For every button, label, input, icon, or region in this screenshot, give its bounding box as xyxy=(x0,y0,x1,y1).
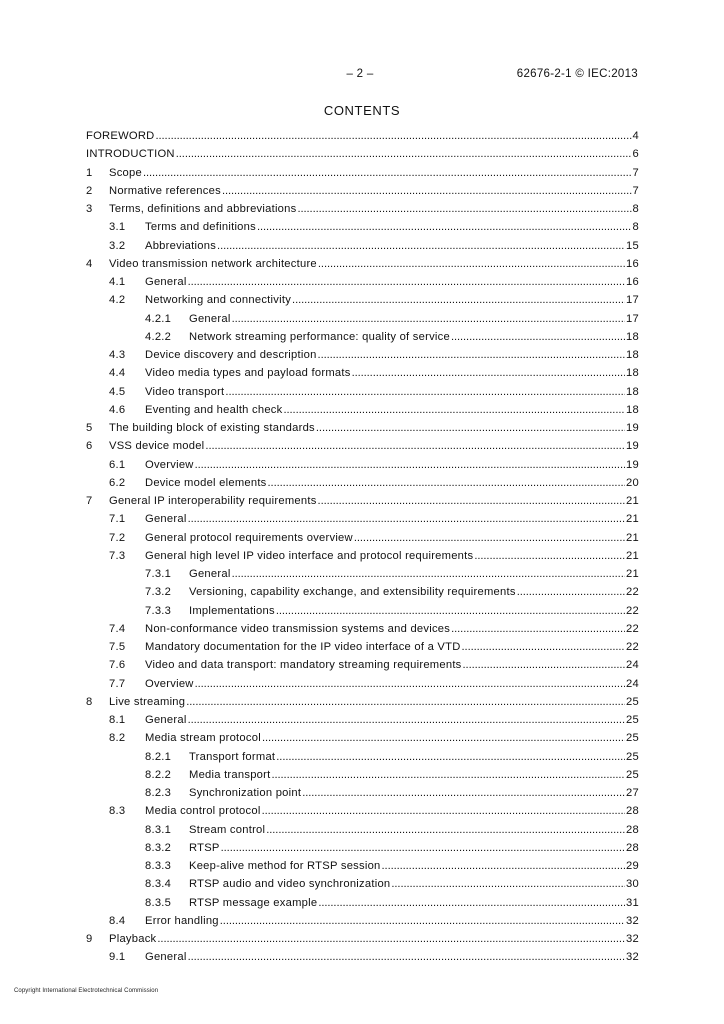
toc-entry-number: 4.1 xyxy=(109,276,126,288)
toc-dot-leader xyxy=(463,659,626,671)
toc-entry-page: 8 xyxy=(632,221,639,234)
toc-entry-page: 22 xyxy=(626,622,639,635)
toc-entry-page: 25 xyxy=(626,768,639,781)
toc-entry-label: Network streaming performance: quality of service xyxy=(189,330,450,343)
toc-dot-leader xyxy=(232,568,625,580)
toc-entry-label: Synchronization point xyxy=(189,787,302,799)
toc-dot-leader xyxy=(195,678,625,690)
toc-entry-label: Stream control xyxy=(189,823,266,836)
toc-entry-number: 4 xyxy=(86,257,93,270)
toc-entry xyxy=(86,678,639,696)
toc-entry-number: 7.6 xyxy=(109,659,126,672)
toc-entry-page: 19 xyxy=(626,458,639,471)
toc-dot-leader xyxy=(292,294,625,306)
toc-dot-leader xyxy=(221,842,625,854)
toc-entry-number: 4.3 xyxy=(109,349,126,361)
toc-dot-leader xyxy=(156,130,632,142)
toc-entry-page: 21 xyxy=(626,513,639,526)
toc-entry-label: General xyxy=(189,568,231,580)
toc-dot-leader xyxy=(186,696,625,708)
toc-entry-label: Overview xyxy=(145,458,194,471)
toc-entry-label: Device model elements xyxy=(145,476,267,489)
toc-dot-leader xyxy=(188,513,625,525)
toc-dot-leader xyxy=(225,386,625,398)
toc-entry-number: 8.3.5 xyxy=(145,896,172,909)
toc-entry-page: 28 xyxy=(626,823,639,836)
toc-entry-page: 22 xyxy=(626,586,639,599)
toc-dot-leader xyxy=(316,422,625,434)
toc-entry xyxy=(86,696,639,714)
toc-entry-label: Abbreviations xyxy=(145,239,217,252)
toc-entry-page: 30 xyxy=(626,878,639,891)
toc-dot-leader xyxy=(268,477,626,489)
toc-entry-number: 7.1 xyxy=(109,513,126,526)
page-title: CONTENTS xyxy=(323,103,401,118)
toc-dot-leader xyxy=(352,367,625,379)
toc-entry-label: General xyxy=(189,312,231,325)
toc-entry-label: General xyxy=(145,513,187,526)
toc-entry-label: Eventing and health check xyxy=(145,403,283,416)
toc-entry xyxy=(86,732,639,750)
toc-entry-label: Media stream protocol xyxy=(145,732,261,745)
toc-entry-number: 6.1 xyxy=(109,458,126,471)
toc-entry xyxy=(86,276,639,294)
toc-entry-number: 2 xyxy=(86,184,93,197)
toc-entry-label: General xyxy=(145,951,187,964)
toc-entry-page: 25 xyxy=(626,695,639,708)
toc-entry-page: 32 xyxy=(626,933,639,945)
toc-entry-page: 7 xyxy=(632,166,639,179)
toc-entry-label: Live streaming xyxy=(109,695,186,708)
toc-entry-label: Terms and definitions xyxy=(145,221,256,234)
toc-entry-number: 4.5 xyxy=(109,385,126,398)
toc-entry xyxy=(86,951,639,969)
toc-entry xyxy=(86,550,639,568)
toc-entry-label: Non-conformance video transmission systems and devices xyxy=(145,622,451,635)
toc-dot-leader xyxy=(188,276,625,288)
toc-entry-number: 8.1 xyxy=(109,714,126,726)
toc-entry xyxy=(86,167,639,185)
toc-entry-page: 7 xyxy=(632,184,639,197)
toc-entry xyxy=(86,860,639,878)
toc-entry-number: 5 xyxy=(86,422,93,434)
toc-entry-page: 16 xyxy=(626,257,639,270)
toc-entry xyxy=(86,313,639,331)
toc-entry xyxy=(86,495,639,513)
toc-dot-leader xyxy=(205,440,625,452)
toc-entry-page: 18 xyxy=(626,403,639,416)
toc-entry-label: General protocol requirements overview xyxy=(145,531,353,544)
toc-entry xyxy=(86,130,639,148)
toc-entry-page: 28 xyxy=(626,805,639,818)
toc-dot-leader xyxy=(266,824,625,836)
toc-entry-number: 4.2.2 xyxy=(145,330,172,343)
toc-dot-leader xyxy=(195,459,625,471)
toc-entry-number: 3.1 xyxy=(109,221,126,234)
toc-entry xyxy=(86,714,639,732)
toc-dot-leader xyxy=(217,240,625,252)
toc-entry-label: Versioning, capability exchange, and extensibility requirements xyxy=(189,586,516,599)
toc-entry-page: 28 xyxy=(626,841,639,854)
toc-entry xyxy=(86,477,639,495)
toc-entry xyxy=(86,568,639,586)
toc-entry-page: 18 xyxy=(626,367,639,380)
toc-entry-page: 18 xyxy=(626,385,639,398)
toc-entry-number: 8.2 xyxy=(109,732,126,745)
toc-entry xyxy=(86,933,639,951)
toc-entry xyxy=(86,751,639,769)
toc-entry-label: Error handling xyxy=(145,914,219,927)
toc-dot-leader xyxy=(276,605,625,617)
toc-entry xyxy=(86,787,639,805)
toc-entry-number: 4.4 xyxy=(109,367,126,380)
toc-entry-label: Video transport xyxy=(145,385,225,398)
toc-entry xyxy=(86,258,639,276)
toc-entry-label: General high level IP video interface and protocol requirements xyxy=(145,549,474,562)
toc-entry-label: FOREWORD xyxy=(86,130,155,142)
toc-entry-page: 22 xyxy=(626,604,639,617)
toc-entry-page: 32 xyxy=(626,914,639,927)
toc-entry-label: RTSP message example xyxy=(189,896,318,909)
toc-entry-label: RTSP xyxy=(189,841,220,854)
toc-entry-number: 7.3.1 xyxy=(145,568,172,580)
toc-entry-page: 18 xyxy=(626,330,639,343)
toc-entry-label: RTSP audio and video synchronization xyxy=(189,878,391,891)
toc-dot-leader xyxy=(517,586,625,598)
toc-dot-leader xyxy=(474,550,625,562)
toc-dot-leader xyxy=(257,221,632,233)
toc-entry-label: Transport format xyxy=(189,750,276,763)
toc-entry xyxy=(86,331,639,349)
toc-dot-leader xyxy=(143,167,632,179)
toc-dot-leader xyxy=(318,349,626,361)
toc-entry-number: 8.3.2 xyxy=(145,841,172,854)
toc-entry xyxy=(86,422,639,440)
toc-dot-leader xyxy=(188,714,625,726)
toc-dot-leader xyxy=(276,751,625,763)
toc-entry xyxy=(86,769,639,787)
toc-entry-label: The building block of existing standards xyxy=(109,422,315,434)
toc-entry xyxy=(86,532,639,550)
toc-entry-number: 7.3.3 xyxy=(145,604,172,617)
toc-entry-page: 24 xyxy=(626,659,639,672)
toc-entry xyxy=(86,440,639,458)
toc-entry-number: 8.4 xyxy=(109,914,126,927)
toc-entry xyxy=(86,513,639,531)
toc-entry xyxy=(86,915,639,933)
toc-entry-number: 7.3 xyxy=(109,549,126,562)
toc-entry-label: General xyxy=(145,714,187,726)
toc-entry-page: 21 xyxy=(626,568,639,580)
toc-entry-number: 4.2 xyxy=(109,294,126,307)
toc-dot-leader xyxy=(262,805,625,817)
toc-dot-leader xyxy=(318,495,626,507)
toc-dot-leader xyxy=(451,331,625,343)
toc-dot-leader xyxy=(451,623,625,635)
toc-entry-number: 9 xyxy=(86,933,93,945)
toc-dot-leader xyxy=(232,313,625,325)
toc-entry xyxy=(86,824,639,842)
toc-dot-leader xyxy=(271,769,625,781)
toc-entry-label: Media transport xyxy=(189,768,271,781)
toc-dot-leader xyxy=(220,915,625,927)
toc-entry-number: 8.2.3 xyxy=(145,787,172,799)
toc-dot-leader xyxy=(297,203,631,215)
toc-dot-leader xyxy=(354,532,625,544)
toc-entry xyxy=(86,842,639,860)
toc-entry-number: 6.2 xyxy=(109,476,126,489)
toc-entry-label: Playback xyxy=(109,933,157,945)
toc-entry xyxy=(86,404,639,422)
toc-entry-label: General xyxy=(145,276,187,288)
toc-entry-page: 18 xyxy=(626,349,639,361)
toc-entry-number: 8 xyxy=(86,695,93,708)
toc-entry-number: 8.3.1 xyxy=(145,823,172,836)
toc-dot-leader xyxy=(318,897,625,909)
toc-entry-number: 7.7 xyxy=(109,677,126,690)
toc-entry-label: Media control protocol xyxy=(145,805,261,818)
toc-entry-page: 6 xyxy=(632,148,639,161)
toc-dot-leader xyxy=(222,185,632,197)
toc-entry-page: 16 xyxy=(626,276,639,288)
table-of-contents xyxy=(86,130,639,970)
toc-entry-number: 8.2.1 xyxy=(145,750,172,763)
toc-dot-leader xyxy=(302,787,625,799)
toc-dot-leader xyxy=(318,258,625,270)
toc-entry-label: Video media types and payload formats xyxy=(145,367,351,380)
toc-entry-number: 1 xyxy=(86,166,93,179)
toc-entry-number: 7.5 xyxy=(109,641,126,653)
toc-dot-leader xyxy=(157,933,625,945)
toc-entry-page: 27 xyxy=(626,787,639,799)
toc-entry-page: 21 xyxy=(626,495,639,507)
toc-entry-label: Video and data transport: mandatory streaming requirements xyxy=(145,659,462,672)
toc-entry xyxy=(86,148,639,166)
toc-entry xyxy=(86,641,639,659)
toc-entry-page: 20 xyxy=(626,476,639,489)
toc-entry-label: Keep-alive method for RTSP session xyxy=(189,860,381,872)
document-identifier: 62676-2-1 © IEC:2013 xyxy=(516,68,638,80)
toc-entry-label: INTRODUCTION xyxy=(86,148,175,161)
page-number: – 2 – xyxy=(346,68,374,80)
toc-dot-leader xyxy=(462,641,626,653)
toc-entry-page: 19 xyxy=(626,422,639,434)
toc-entry-number: 8.3.4 xyxy=(145,878,172,891)
toc-entry xyxy=(86,294,639,312)
toc-entry-label: Scope xyxy=(109,166,142,179)
toc-entry-number: 7.3.2 xyxy=(145,586,172,599)
toc-dot-leader xyxy=(284,404,626,416)
toc-dot-leader xyxy=(391,878,625,890)
toc-entry-page: 19 xyxy=(626,440,639,453)
toc-entry-page: 22 xyxy=(626,641,639,653)
toc-entry-page: 24 xyxy=(626,677,639,690)
toc-entry-number: 8.2.2 xyxy=(145,768,172,781)
toc-entry-label: Networking and connectivity xyxy=(145,294,292,307)
toc-entry xyxy=(86,605,639,623)
toc-entry-page: 17 xyxy=(626,294,639,307)
toc-entry-page: 21 xyxy=(626,531,639,544)
toc-entry-number: 3.2 xyxy=(109,239,126,252)
toc-entry-label: Overview xyxy=(145,677,194,690)
toc-entry-label: General IP interoperability requirements xyxy=(109,495,317,507)
toc-entry-page: 15 xyxy=(626,239,639,252)
toc-entry xyxy=(86,203,639,221)
toc-entry-label: Implementations xyxy=(189,604,275,617)
toc-dot-leader xyxy=(188,951,625,963)
toc-entry-number: 9.1 xyxy=(109,951,126,964)
toc-entry-number: 7.4 xyxy=(109,622,126,635)
toc-entry-page: 21 xyxy=(626,549,639,562)
toc-entry-number: 7.2 xyxy=(109,531,126,544)
toc-entry-page: 25 xyxy=(626,750,639,763)
toc-entry-number: 7 xyxy=(86,495,93,507)
toc-entry-page: 25 xyxy=(626,732,639,745)
toc-dot-leader xyxy=(382,860,626,872)
toc-entry-number: 8.3.3 xyxy=(145,860,172,872)
toc-entry xyxy=(86,659,639,677)
toc-entry-page: 8 xyxy=(632,203,639,215)
toc-entry-number: 8.3 xyxy=(109,805,126,818)
toc-entry xyxy=(86,221,639,239)
toc-entry-number: 4.6 xyxy=(109,403,126,416)
toc-entry xyxy=(86,586,639,604)
copyright-notice: Copyright International Electrotechnical Commission xyxy=(14,988,159,994)
toc-entry-number: 4.2.1 xyxy=(145,312,172,325)
toc-entry-page: 17 xyxy=(626,312,639,325)
toc-entry-page: 25 xyxy=(626,714,639,726)
toc-dot-leader xyxy=(176,148,632,160)
toc-entry-label: Video transmission network architecture xyxy=(109,257,317,270)
toc-entry-label: Device discovery and description xyxy=(145,349,317,361)
toc-entry-number: 3 xyxy=(86,203,93,215)
toc-entry-label: Mandatory documentation for the IP video interface of a VTD xyxy=(145,641,461,653)
toc-entry-page: 31 xyxy=(626,896,639,909)
toc-entry-page: 29 xyxy=(626,860,639,872)
toc-entry xyxy=(86,805,639,823)
toc-entry xyxy=(86,459,639,477)
toc-entry-number: 6 xyxy=(86,440,93,453)
toc-entry-page: 32 xyxy=(626,951,639,964)
toc-entry-label: Normative references xyxy=(109,184,221,197)
toc-entry-label: Terms, definitions and abbreviations xyxy=(109,203,297,215)
toc-entry xyxy=(86,349,639,367)
toc-entry xyxy=(86,878,639,896)
toc-dot-leader xyxy=(262,732,625,744)
toc-entry xyxy=(86,185,639,203)
toc-entry xyxy=(86,386,639,404)
toc-entry xyxy=(86,623,639,641)
toc-entry xyxy=(86,240,639,258)
toc-entry-label: VSS device model xyxy=(109,440,205,453)
toc-entry xyxy=(86,367,639,385)
toc-entry xyxy=(86,897,639,915)
toc-entry-page: 4 xyxy=(632,130,639,142)
